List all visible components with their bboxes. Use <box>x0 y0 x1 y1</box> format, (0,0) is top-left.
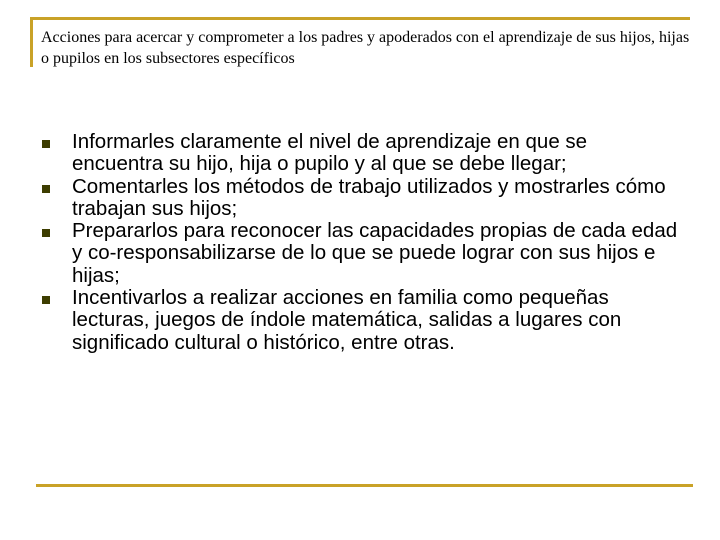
left-accent-rule <box>30 17 33 67</box>
bullet-text: Comentarles los métodos de trabajo utilizados y mostrarles cómo trabajan sus hijos; <box>72 174 666 220</box>
top-accent-rule <box>30 17 690 20</box>
bullet-text: Prepararlos para reconocer las capacidades propias de cada edad y co-responsabilizarse de lo que se puede lograr con sus hijos e hijas; <box>72 219 678 287</box>
square-bullet-icon <box>42 140 50 148</box>
bullet-text: Informarles claramente el nivel de aprendizaje en que se encuentra su hijo, hija o pupilo y al que se debe llegar; <box>72 130 588 176</box>
bullet-item-comentar <box>40 176 680 221</box>
square-bullet-icon <box>42 296 50 304</box>
bullet-list <box>40 131 680 354</box>
bullet-item-informar <box>40 131 680 176</box>
bullet-item-preparar <box>40 220 680 287</box>
bullet-item-incentivar <box>40 287 680 354</box>
slide-title: Acciones para acercar y comprometer a los padres y apoderados con el aprendizaje de sus hijos, hijas o pupilos en los subsectores específicos <box>41 29 690 67</box>
square-bullet-icon <box>42 185 50 193</box>
square-bullet-icon <box>42 229 50 237</box>
bottom-accent-rule <box>36 484 693 487</box>
bullet-text: Incentivarlos a realizar acciones en familia como pequeñas lecturas, juegos de índole matemática, salidas a lugares con significado cultural o histórico, entre otras. <box>72 286 622 354</box>
